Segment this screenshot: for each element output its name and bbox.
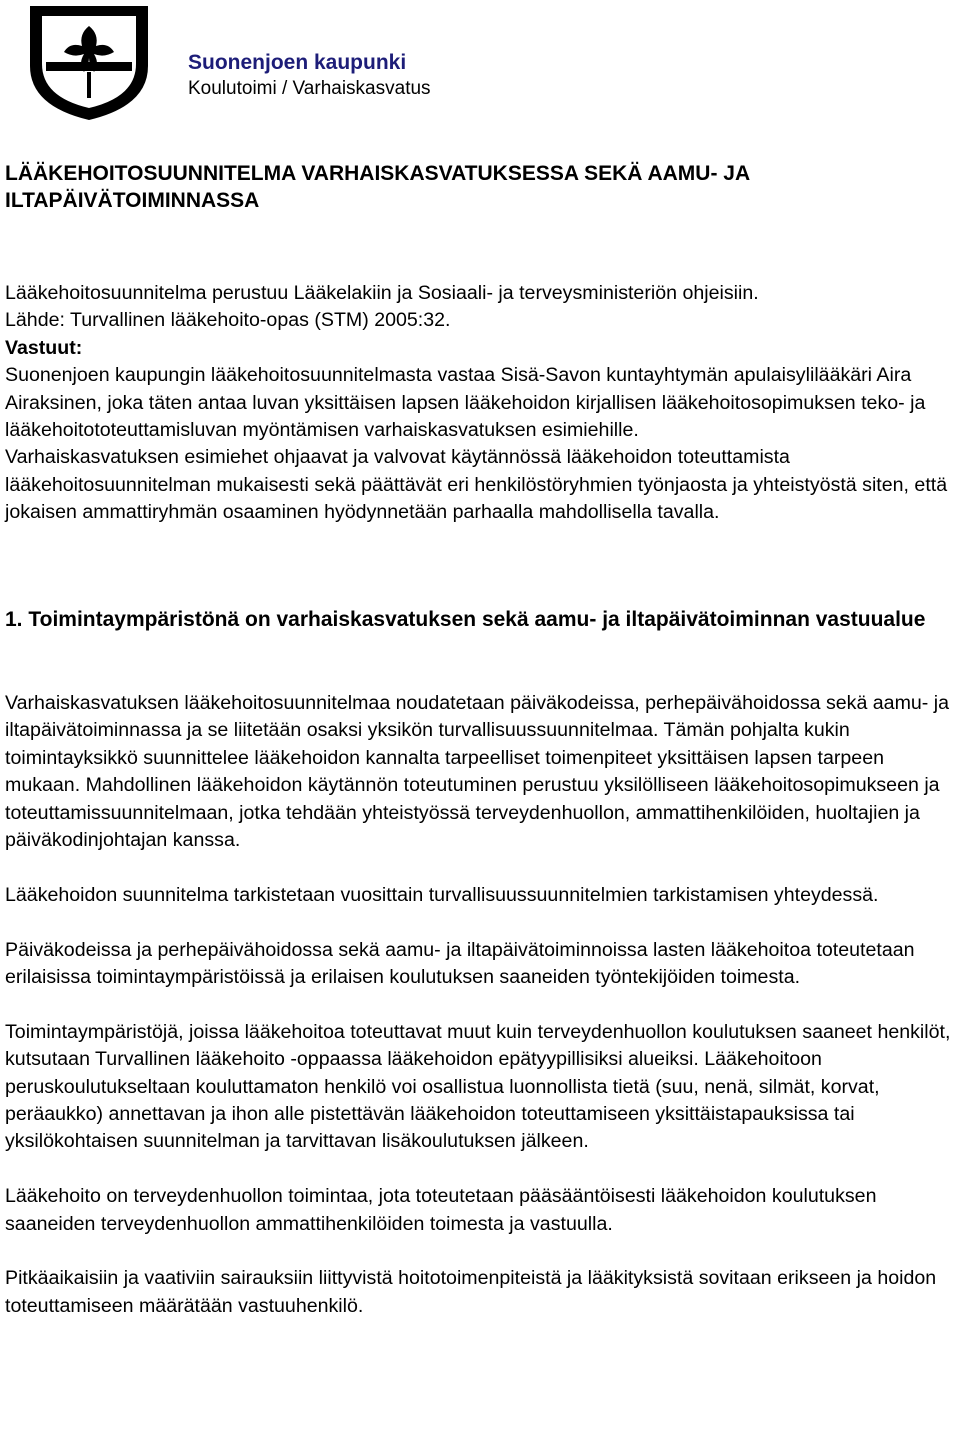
section-paragraph: Pitkäaikaisiin ja vaativiin sairauksiin liittyvistä hoitotoimenpiteistä ja lääkityksistä sovitaan erikseen ja hoidon toteuttamiseen määrätään vastuuhenkilö. [5, 1267, 937, 1317]
document-title: LÄÄKEHOITOSUUNNITELMA VARHAISKASVATUKSESSA SEKÄ AAMU- JA ILTAPÄIVÄTOIMINNASSA [5, 162, 750, 212]
section-1-title: 1. Toimintaympäristönä on varhaiskasvatuksen sekä aamu- ja iltapäivätoiminnan vastuualue [5, 608, 926, 631]
coat-of-arms-logo [24, 2, 154, 122]
section-paragraph: Lääkehoito on terveydenhuollon toimintaa, jota toteutetaan pääsääntöisesti lääkehoidon koulutuksen saaneiden terveydenhuollon ammattihenkilöiden toimesta ja vastuulla. [5, 1185, 877, 1235]
responsibilities-heading: Vastuut: [5, 336, 83, 359]
section-1-body [5, 690, 955, 1348]
section-paragraph: Lääkehoidon suunnitelma tarkistetaan vuosittain turvallisuussuunnitelmien tarkistamisen yhteydessä. [5, 883, 879, 906]
section-paragraph: Toimintaympäristöjä, joissa lääkehoitoa toteuttavat muut kuin terveydenhuollon koulutuksen saaneet henkilöt, kutsutaan Turvallinen lääkehoito -oppaassa lääkehoidon epätyypillisiksi alueiksi. Lääkehoitoon peruskoulutukseltaan kouluttamaton henkilö voi osallistua luonnollista tietä (suu, nenä, silmät, korvat, peräaukko) annettavan ja ihon alle pistettävän lääkehoidon toteuttamiseen yksittäistapauksissa tai yksilökohtaisen suunnitelman ja tarvittavan lisäkoulutuksen jälkeen. [5, 1020, 951, 1153]
organization-name: Suonenjoen kaupunki [188, 51, 407, 74]
responsibilities-paragraph-1: Suonenjoen kaupungin lääkehoitosuunnitelmasta vastaa Sisä-Savon kuntayhtymän apulaisylilääkäri Aira Airaksinen, joka täten antaa luvan yksittäisen lapsen lääkehoidon kirjallisen lääkehoitosopimuksen teko- ja lääkehoitototeuttamisluvan myöntämisen varhaiskasvatuksen esimiehille. [5, 364, 926, 442]
responsibilities-paragraph-2: Varhaiskasvatuksen esimiehet ohjaavat ja valvovat käytännössä lääkehoidon toteuttamista lääkehoitosuunnitelman mukaisesti sekä päättävät eri henkilöstöryhmien työnjaosta ja yhteistyöstä siten, että jokaisen ammattiryhmän osaaminen hyödynnetään parhaalla mahdollisella tavalla. [5, 446, 948, 524]
organization-header [188, 50, 431, 102]
source-text: Lähde: Turvallinen lääkehoito-opas (STM) 2005:32. [5, 309, 451, 332]
section-paragraph: Varhaiskasvatuksen lääkehoitosuunnitelmaa noudatetaan päiväkodeissa, perhepäivähoidossa sekä aamu- ja iltapäivätoiminnassa ja se liitetään osaksi yksikön turvallisuussuunnitelmaa. Tämän pohjalta kukin toimintayksikkö suunnittelee lääkehoidon kannalta tarpeelliset toimenpiteet yksittäisen lapsen tarpeen mukaan. Mahdollinen lääkehoidon käytännön toteutuminen perustuu yksilölliseen lääkehoitosopimukseen ja toteuttamissuunnitelmaan, jotka tehdään yhteistyössä terveydenhuollon, ammattihenkilöiden, huoltajien ja päiväkodinjohtajan kanssa. [5, 692, 950, 852]
basis-text: Lääkehoitosuunnitelma perustuu Lääkelakiin ja Sosiaali- ja terveysministeriön ohjeisiin. [5, 282, 759, 304]
intro-block [5, 280, 955, 527]
section-paragraph: Päiväkodeissa ja perhepäivähoidossa sekä aamu- ja iltapäivätoiminnoissa lasten lääkehoitoa toteutetaan erilaisissa toimintaympäristöissä ja erilaisen koulutuksen saaneiden työntekijöiden toimesta. [5, 938, 915, 989]
organization-unit: Koulutoimi / Varhaiskasvatus [188, 78, 431, 99]
